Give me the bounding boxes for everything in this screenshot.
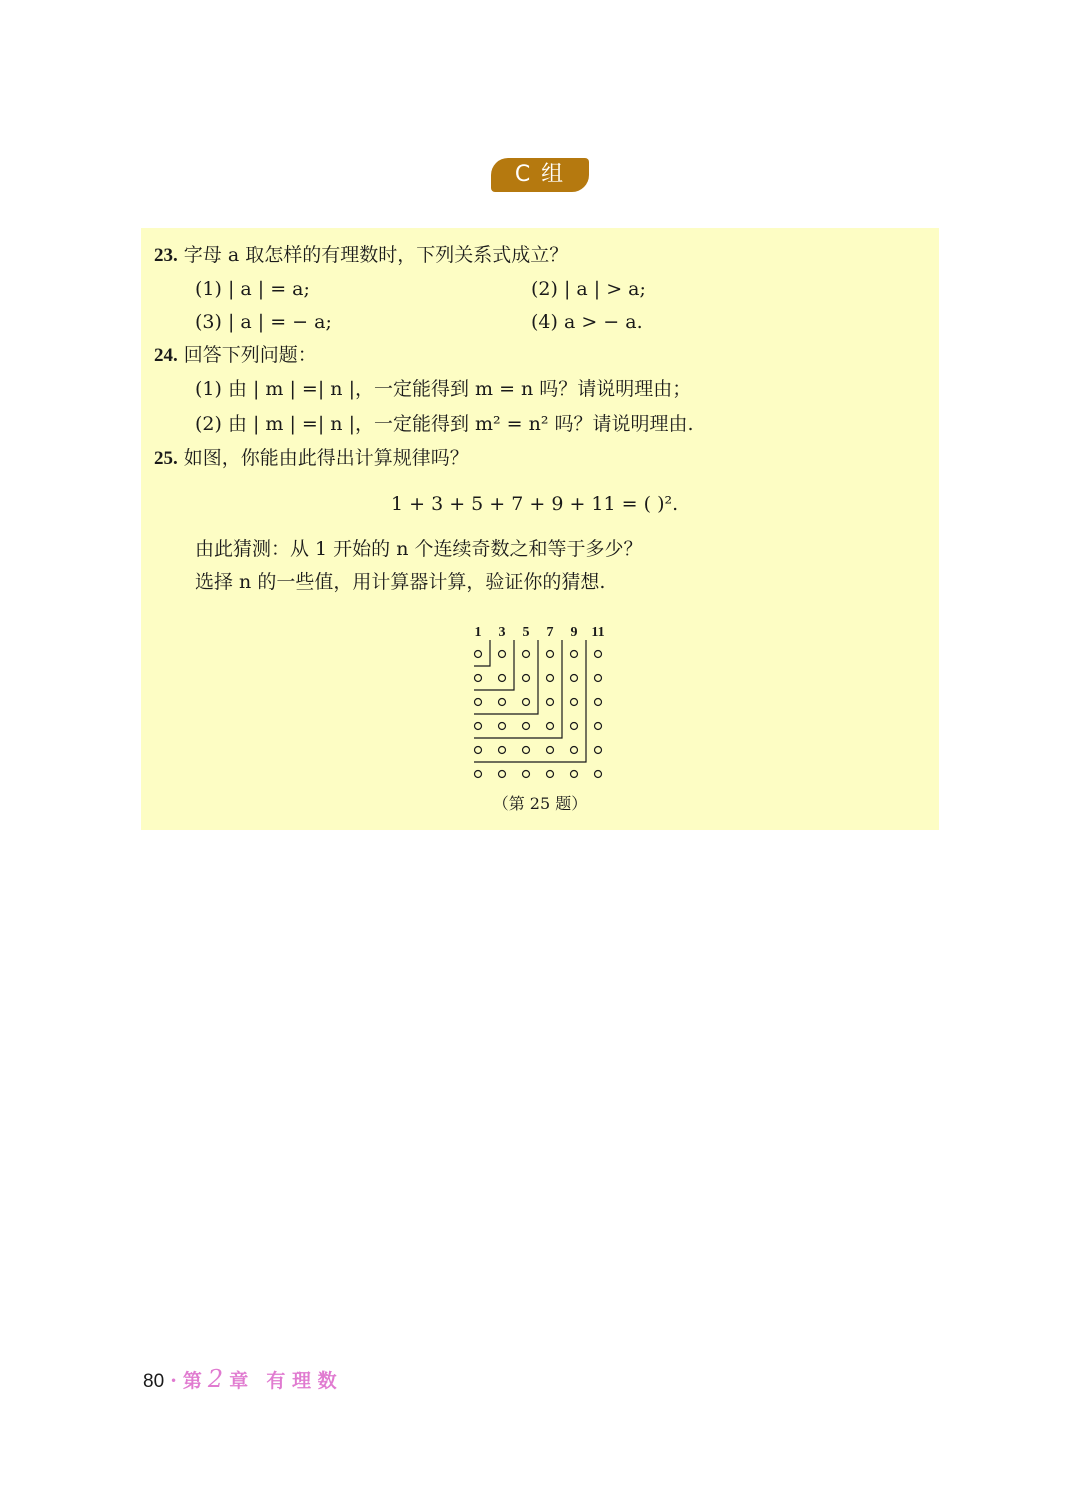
problem-25-guess: 由此猜测：从 1 开始的 n 个连续奇数之和等于多少？ xyxy=(195,538,643,560)
dot xyxy=(523,747,530,754)
gnomon-separator xyxy=(474,640,490,666)
problem-25-text: 如图，你能由此得出计算规律吗？ xyxy=(183,447,469,469)
dot xyxy=(547,651,554,658)
dot xyxy=(547,699,554,706)
dot xyxy=(523,723,530,730)
chapter-suffix: 章 xyxy=(229,1370,249,1392)
problem-23-item-4: (4) a > − a. xyxy=(531,311,643,333)
dot xyxy=(547,675,554,682)
problem-24-item-2: (2) 由 | m | =| n |，一定能得到 m² = n² 吗？请说明理由. xyxy=(195,413,694,435)
dot xyxy=(571,651,578,658)
dot xyxy=(475,747,482,754)
dot xyxy=(499,651,506,658)
dot xyxy=(475,723,482,730)
column-label-1: 1 xyxy=(474,625,482,640)
dot xyxy=(523,651,530,658)
dot xyxy=(571,675,578,682)
problem-25 xyxy=(154,446,469,471)
dot xyxy=(523,675,530,682)
dot xyxy=(547,723,554,730)
dot xyxy=(571,747,578,754)
problem-24-number: 24. xyxy=(154,345,178,366)
dot xyxy=(499,699,506,706)
dot xyxy=(571,699,578,706)
problem-23-item-2: (2) | a | > a; xyxy=(531,278,646,300)
problem-23-text: 字母 a 取怎样的有理数时，下列关系式成立？ xyxy=(183,244,569,266)
page-number: 80 xyxy=(143,1371,165,1392)
group-badge: C 组 xyxy=(491,158,589,192)
column-label-7: 7 xyxy=(546,625,554,640)
chapter-number: 2 xyxy=(207,1365,224,1393)
dot xyxy=(499,675,506,682)
chapter-prefix: 第 xyxy=(182,1370,202,1392)
page-footer xyxy=(143,1366,337,1395)
dot xyxy=(475,771,482,778)
dot xyxy=(595,723,602,730)
dot xyxy=(523,771,530,778)
exercise-panel xyxy=(141,228,939,830)
problem-24-text: 回答下列问题： xyxy=(183,344,317,366)
dot xyxy=(547,747,554,754)
dot xyxy=(571,771,578,778)
dot xyxy=(595,771,602,778)
problem-24-item-1: (1) 由 | m | =| n |，一定能得到 m = n 吗？请说明理由； xyxy=(195,378,692,400)
problem-25-equation: 1 + 3 + 5 + 7 + 9 + 11 = ( )². xyxy=(391,493,679,515)
dot xyxy=(595,747,602,754)
gnomon-separator xyxy=(474,640,586,762)
dot xyxy=(595,675,602,682)
footer-separator: · xyxy=(170,1370,177,1392)
dot xyxy=(571,723,578,730)
chapter-title: 有 理 数 xyxy=(266,1370,337,1392)
dot xyxy=(499,771,506,778)
dot xyxy=(595,699,602,706)
figure-caption: （第 25 题） xyxy=(492,794,588,813)
problem-23-number: 23. xyxy=(154,245,178,266)
dot xyxy=(595,651,602,658)
dot xyxy=(547,771,554,778)
dot xyxy=(523,699,530,706)
problem-25-verify: 选择 n 的一些值，用计算器计算，验证你的猜想. xyxy=(195,571,606,593)
dot xyxy=(475,651,482,658)
problem-25-number: 25. xyxy=(154,448,178,469)
gnomon-separator xyxy=(474,640,514,690)
dot xyxy=(475,699,482,706)
column-label-9: 9 xyxy=(570,625,578,640)
column-label-11: 11 xyxy=(591,625,605,640)
dot xyxy=(475,675,482,682)
dot xyxy=(499,747,506,754)
problem-23 xyxy=(154,243,568,268)
problem-23-item-1: (1) | a | = a; xyxy=(195,278,310,300)
column-label-3: 3 xyxy=(498,625,506,640)
column-label-5: 5 xyxy=(522,625,530,640)
dot xyxy=(499,723,506,730)
problem-23-item-3: (3) | a | = − a; xyxy=(195,311,332,333)
odd-number-dot-diagram xyxy=(461,620,621,780)
problem-24 xyxy=(154,343,317,368)
